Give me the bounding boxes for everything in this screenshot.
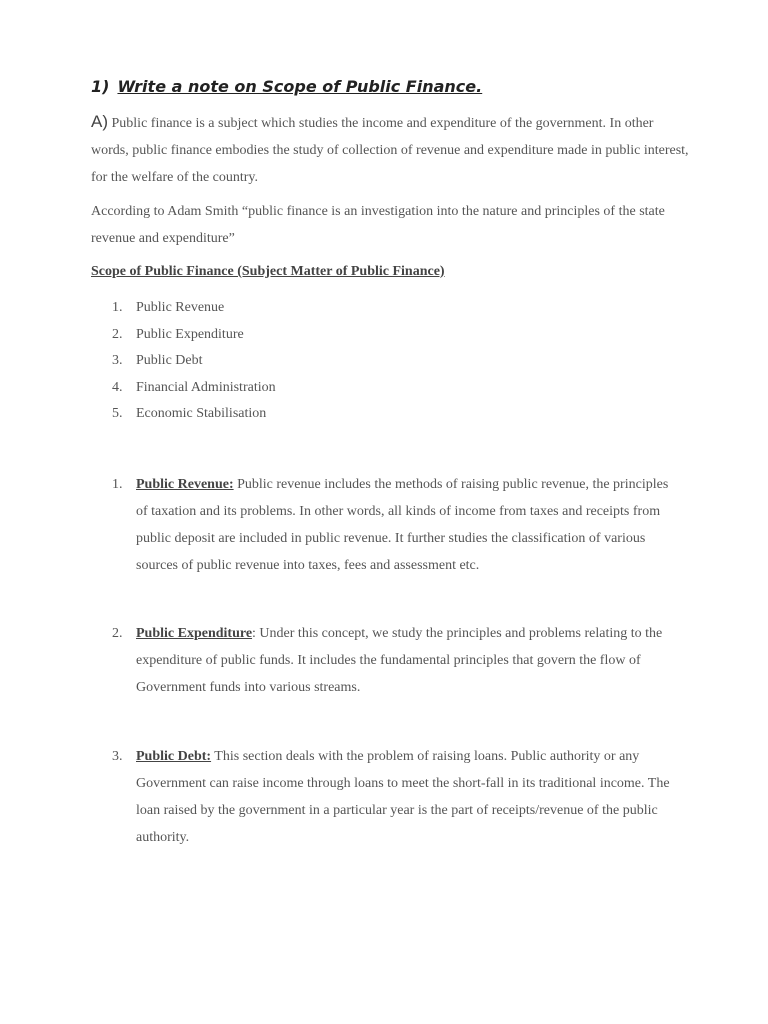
detail-body	[136, 743, 672, 851]
scope-list-item: 3. Public Debt	[112, 353, 203, 369]
detail-term: Public Revenue:	[136, 477, 234, 492]
question-title: Write a note on Scope of Public Finance.	[117, 77, 483, 96]
answer-intro-paragraph	[91, 108, 691, 191]
question-number: 1)	[91, 77, 110, 96]
detail-number: 3.	[112, 749, 123, 764]
detail-text: Public revenue includes the methods of raising public revenue, the principles of taxation and its problems. In other words, all kinds of income from taxes and receipts from public deposit are included in public revenue. It further studies the classification of various sources of public revenue into taxes, fees and assessment etc.	[136, 477, 669, 573]
scope-subheading: Scope of Public Finance (Subject Matter of Public Finance)	[91, 264, 445, 279]
detail-number: 1.	[112, 477, 123, 492]
adam-smith-quote-paragraph	[91, 198, 691, 252]
detail-body	[136, 471, 672, 579]
answer-label: A)	[91, 112, 108, 131]
detail-term: Public Expenditure	[136, 626, 253, 641]
scope-list	[112, 295, 276, 428]
detail-public-revenue	[112, 471, 672, 579]
scope-list-item: 2. Public Expenditure	[112, 326, 244, 342]
question-heading	[91, 77, 482, 96]
detail-number: 2.	[112, 626, 123, 641]
detail-public-expenditure	[112, 620, 672, 701]
answer-intro-text: Public finance is a subject which studies the income and expenditure of the government. In other words, public finance embodies the study of collection of revenue and expenditure made in public interest, for the welfare of the country.	[91, 116, 689, 185]
detail-body	[136, 620, 672, 701]
adam-smith-quote-text: According to Adam Smith “public finance is an investigation into the nature and principles of the state revenue and expenditure”	[91, 204, 665, 246]
detail-text: : Under this concept, we study the principles and problems relating to the expenditure of public funds. It includes the fundamental principles that govern the flow of Government funds into various streams.	[136, 626, 663, 695]
detail-term: Public Debt:	[136, 749, 212, 764]
scope-list-item: 1. Public Revenue	[112, 300, 225, 315]
detail-text: This section deals with the problem of raising loans. Public authority or any Government can raise income through loans to meet the short-fall in its traditional income. The loan raised by the government in a particular year is the part of receipts/revenue of the public authority.	[136, 749, 670, 845]
detail-public-debt	[112, 743, 672, 851]
scope-list-item: 5. Economic Stabilisation	[112, 406, 267, 422]
scope-list-item: 4. Financial Administration	[112, 379, 276, 395]
